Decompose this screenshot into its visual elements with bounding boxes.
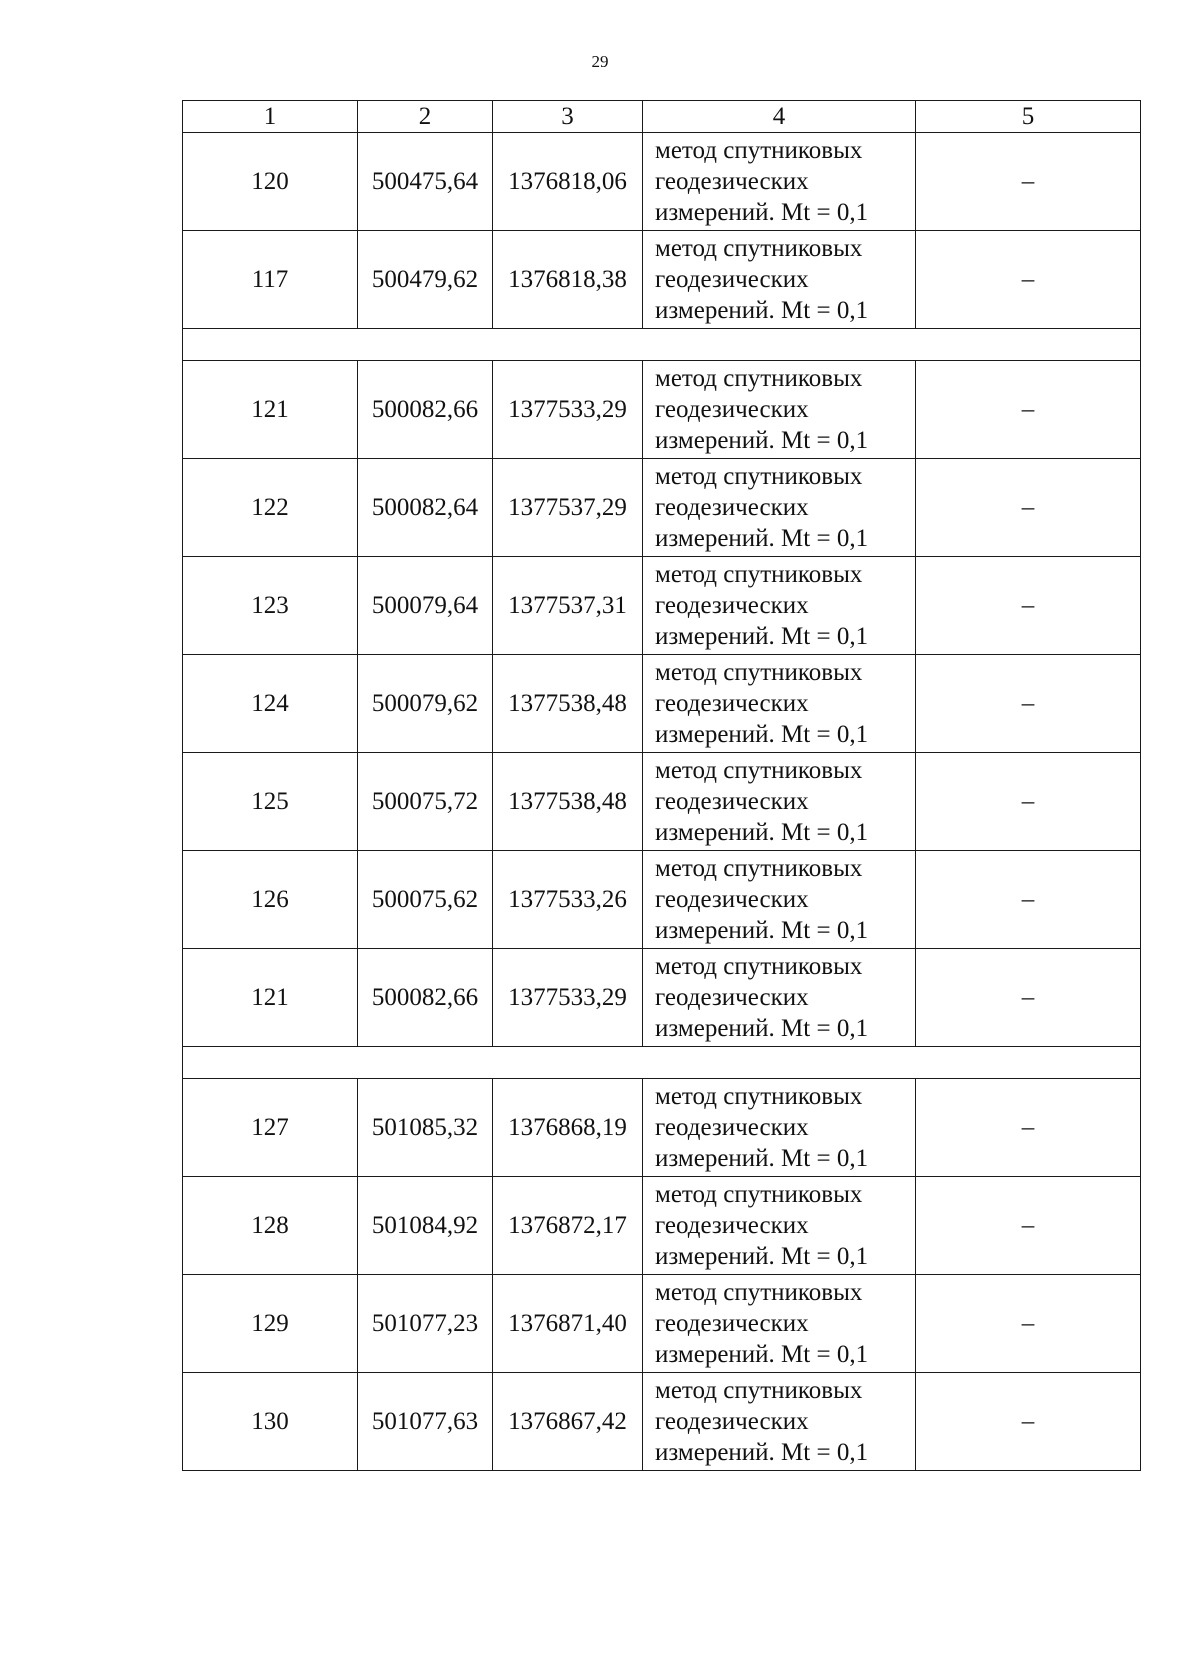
column-header: 2 bbox=[358, 101, 493, 133]
y-coordinate-cell: 1377533,29 bbox=[493, 949, 643, 1047]
note-cell: – bbox=[916, 655, 1141, 753]
x-coordinate-cell: 500082,64 bbox=[358, 459, 493, 557]
note-cell: – bbox=[916, 1275, 1141, 1373]
method-line: геодезических bbox=[655, 1310, 809, 1337]
method-line: геодезических bbox=[655, 494, 809, 521]
y-coordinate-cell: 1376818,06 bbox=[493, 133, 643, 231]
table-row bbox=[183, 655, 1141, 753]
y-coordinate-cell: 1376871,40 bbox=[493, 1275, 643, 1373]
method-line: геодезических bbox=[655, 1212, 809, 1239]
column-header: 5 bbox=[916, 101, 1141, 133]
note-cell: – bbox=[916, 1373, 1141, 1471]
y-coordinate-cell: 1377538,48 bbox=[493, 753, 643, 851]
coordinates-table bbox=[182, 100, 1141, 1471]
y-coordinate-cell: 1376818,38 bbox=[493, 231, 643, 329]
method-line: метод спутниковых bbox=[655, 1181, 863, 1208]
x-coordinate-cell: 501077,23 bbox=[358, 1275, 493, 1373]
point-number-cell: 121 bbox=[183, 949, 358, 1047]
method-line: метод спутниковых bbox=[655, 1279, 863, 1306]
column-header: 4 bbox=[643, 101, 916, 133]
method-line: измерений. Mt = 0,1 bbox=[655, 427, 869, 454]
method-line: метод спутниковых bbox=[655, 1377, 863, 1404]
method-cell bbox=[643, 1373, 916, 1471]
x-coordinate-cell: 501085,32 bbox=[358, 1079, 493, 1177]
x-coordinate-cell: 500075,62 bbox=[358, 851, 493, 949]
point-number-cell: 126 bbox=[183, 851, 358, 949]
method-line: геодезических bbox=[655, 592, 809, 619]
table-row bbox=[183, 1373, 1141, 1471]
method-line: измерений. Mt = 0,1 bbox=[655, 1243, 869, 1270]
method-line: геодезических bbox=[655, 788, 809, 815]
point-number-cell: 117 bbox=[183, 231, 358, 329]
y-coordinate-cell: 1376872,17 bbox=[493, 1177, 643, 1275]
method-line: геодезических bbox=[655, 266, 809, 293]
method-line: геодезических bbox=[655, 984, 809, 1011]
table-row bbox=[183, 753, 1141, 851]
method-cell bbox=[643, 361, 916, 459]
table-row bbox=[183, 133, 1141, 231]
method-cell bbox=[643, 557, 916, 655]
column-header: 3 bbox=[493, 101, 643, 133]
table-row bbox=[183, 361, 1141, 459]
table-row bbox=[183, 231, 1141, 329]
table-header-row bbox=[183, 101, 1141, 133]
method-line: метод спутниковых bbox=[655, 953, 863, 980]
table-row bbox=[183, 557, 1141, 655]
method-line: измерений. Mt = 0,1 bbox=[655, 1341, 869, 1368]
table-row bbox=[183, 1079, 1141, 1177]
column-header: 1 bbox=[183, 101, 358, 133]
y-coordinate-cell: 1377537,29 bbox=[493, 459, 643, 557]
y-coordinate-cell: 1377537,31 bbox=[493, 557, 643, 655]
note-cell: – bbox=[916, 851, 1141, 949]
method-line: метод спутниковых bbox=[655, 757, 863, 784]
point-number-cell: 127 bbox=[183, 1079, 358, 1177]
note-cell: – bbox=[916, 753, 1141, 851]
point-number-cell: 128 bbox=[183, 1177, 358, 1275]
point-number-cell: 130 bbox=[183, 1373, 358, 1471]
method-line: измерений. Mt = 0,1 bbox=[655, 819, 869, 846]
method-line: геодезических bbox=[655, 1114, 809, 1141]
method-cell bbox=[643, 949, 916, 1047]
group-separator-row bbox=[183, 1047, 1141, 1079]
x-coordinate-cell: 500079,64 bbox=[358, 557, 493, 655]
group-separator-row bbox=[183, 329, 1141, 361]
note-cell: – bbox=[916, 949, 1141, 1047]
x-coordinate-cell: 500475,64 bbox=[358, 133, 493, 231]
point-number-cell: 125 bbox=[183, 753, 358, 851]
table-body bbox=[183, 133, 1141, 1471]
x-coordinate-cell: 501077,63 bbox=[358, 1373, 493, 1471]
method-line: метод спутниковых bbox=[655, 463, 863, 490]
method-cell bbox=[643, 851, 916, 949]
method-line: измерений. Mt = 0,1 bbox=[655, 525, 869, 552]
point-number-cell: 120 bbox=[183, 133, 358, 231]
x-coordinate-cell: 500075,72 bbox=[358, 753, 493, 851]
method-line: измерений. Mt = 0,1 bbox=[655, 623, 869, 650]
x-coordinate-cell: 500082,66 bbox=[358, 949, 493, 1047]
note-cell: – bbox=[916, 231, 1141, 329]
method-line: измерений. Mt = 0,1 bbox=[655, 917, 869, 944]
note-cell: – bbox=[916, 557, 1141, 655]
method-line: измерений. Mt = 0,1 bbox=[655, 1015, 869, 1042]
method-line: метод спутниковых bbox=[655, 235, 863, 262]
method-line: метод спутниковых bbox=[655, 365, 863, 392]
method-cell bbox=[643, 1275, 916, 1373]
y-coordinate-cell: 1377533,26 bbox=[493, 851, 643, 949]
method-line: геодезических bbox=[655, 396, 809, 423]
method-line: измерений. Mt = 0,1 bbox=[655, 199, 869, 226]
table-row bbox=[183, 1275, 1141, 1373]
method-line: измерений. Mt = 0,1 bbox=[655, 721, 869, 748]
method-line: измерений. Mt = 0,1 bbox=[655, 297, 869, 324]
table-row bbox=[183, 851, 1141, 949]
x-coordinate-cell: 500079,62 bbox=[358, 655, 493, 753]
y-coordinate-cell: 1376867,42 bbox=[493, 1373, 643, 1471]
point-number-cell: 121 bbox=[183, 361, 358, 459]
method-line: метод спутниковых bbox=[655, 137, 863, 164]
x-coordinate-cell: 500479,62 bbox=[358, 231, 493, 329]
method-cell bbox=[643, 1079, 916, 1177]
method-line: геодезических bbox=[655, 690, 809, 717]
table-row bbox=[183, 459, 1141, 557]
method-line: метод спутниковых bbox=[655, 659, 863, 686]
table-row bbox=[183, 1177, 1141, 1275]
method-line: метод спутниковых bbox=[655, 855, 863, 882]
method-line: геодезических bbox=[655, 886, 809, 913]
point-number-cell: 123 bbox=[183, 557, 358, 655]
y-coordinate-cell: 1376868,19 bbox=[493, 1079, 643, 1177]
x-coordinate-cell: 501084,92 bbox=[358, 1177, 493, 1275]
note-cell: – bbox=[916, 459, 1141, 557]
y-coordinate-cell: 1377538,48 bbox=[493, 655, 643, 753]
method-line: геодезических bbox=[655, 168, 809, 195]
method-cell bbox=[643, 231, 916, 329]
method-cell bbox=[643, 133, 916, 231]
method-line: геодезических bbox=[655, 1408, 809, 1435]
method-cell bbox=[643, 459, 916, 557]
method-cell bbox=[643, 753, 916, 851]
method-line: измерений. Mt = 0,1 bbox=[655, 1145, 869, 1172]
y-coordinate-cell: 1377533,29 bbox=[493, 361, 643, 459]
method-line: метод спутниковых bbox=[655, 1083, 863, 1110]
page-number: 29 bbox=[591, 52, 609, 71]
note-cell: – bbox=[916, 1079, 1141, 1177]
method-line: измерений. Mt = 0,1 bbox=[655, 1439, 869, 1466]
point-number-cell: 124 bbox=[183, 655, 358, 753]
method-line: метод спутниковых bbox=[655, 561, 863, 588]
group-separator-cell bbox=[183, 329, 1141, 361]
note-cell: – bbox=[916, 361, 1141, 459]
x-coordinate-cell: 500082,66 bbox=[358, 361, 493, 459]
note-cell: – bbox=[916, 133, 1141, 231]
point-number-cell: 122 bbox=[183, 459, 358, 557]
group-separator-cell bbox=[183, 1047, 1141, 1079]
method-cell bbox=[643, 1177, 916, 1275]
point-number-cell: 129 bbox=[183, 1275, 358, 1373]
note-cell: – bbox=[916, 1177, 1141, 1275]
table-row bbox=[183, 949, 1141, 1047]
method-cell bbox=[643, 655, 916, 753]
